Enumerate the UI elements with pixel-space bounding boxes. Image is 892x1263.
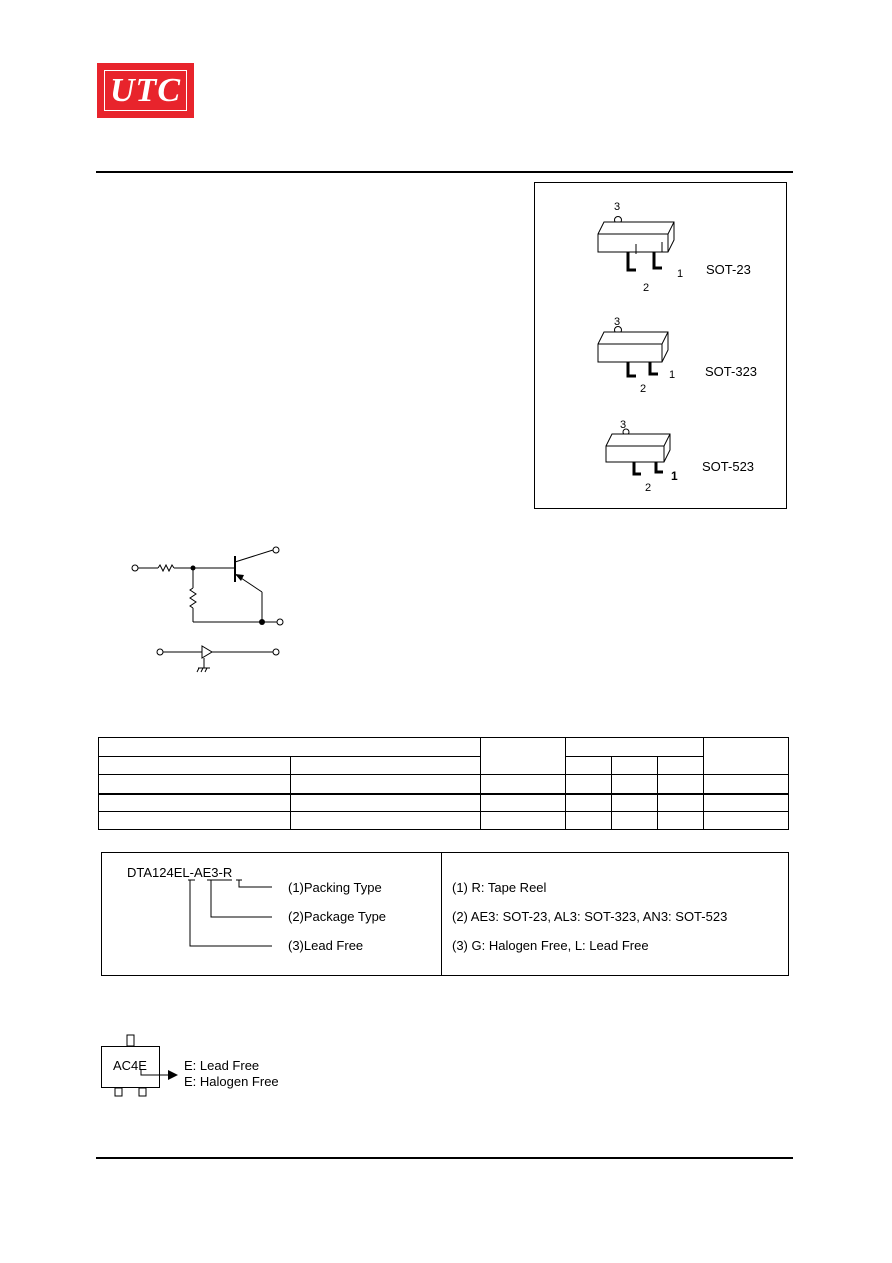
marking-arrow [140, 1068, 180, 1082]
utc-logo [97, 63, 194, 118]
order-code-divider [441, 852, 442, 976]
detail-package: (2) AE3: SOT-23, AL3: SOT-323, AN3: SOT-523 [452, 909, 728, 924]
detail-packing: (1) R: Tape Reel [452, 880, 547, 895]
marking-note-lead-free: E: Lead Free [184, 1058, 260, 1073]
simplified-symbol [150, 640, 290, 680]
detail-lead: (3) G: Halogen Free, L: Lead Free [452, 938, 649, 953]
marking-code: AC4E [113, 1058, 147, 1073]
table-header-halogen-free [290, 757, 481, 775]
table-header-pin-assignment [566, 738, 704, 757]
table-row [99, 812, 789, 830]
equivalent-circuit [125, 540, 295, 630]
logo-text: UTC [110, 71, 181, 109]
sot23-pin1: 1 [677, 268, 684, 280]
table-row [99, 794, 789, 812]
table-header-pin2 [612, 757, 658, 775]
table-header-pin1 [566, 757, 612, 775]
ordering-table [98, 737, 789, 830]
legend-packing-type: (1)Packing Type [288, 880, 382, 895]
table-header-packing [704, 738, 789, 775]
legend-lead-free: (3)Lead Free [288, 938, 364, 953]
marking-note-halogen-free: E: Halogen Free [184, 1074, 279, 1089]
sot323-label: SOT-323 [705, 364, 758, 379]
sot523-pin2: 2 [645, 482, 652, 494]
table-header-pin3 [658, 757, 704, 775]
sot23-pin3: 3 [614, 201, 621, 213]
order-leader-lines [180, 878, 290, 954]
table-header-lead-free [99, 757, 291, 775]
table-header-order-number [99, 738, 481, 757]
sot23-pin2: 2 [643, 282, 650, 294]
order-part-number: DTA124EL-AE3-R [127, 865, 233, 880]
footer-rule [96, 1157, 793, 1159]
sot323-pin3: 3 [614, 316, 621, 328]
legend-package-type: (2)Package Type [288, 909, 387, 924]
table-row [99, 775, 789, 794]
sot523-pin3: 3 [620, 419, 627, 431]
sot23-label: SOT-23 [706, 262, 751, 277]
sot323-pin1: 1 [669, 369, 676, 381]
sot523-label: SOT-523 [702, 459, 755, 474]
header-rule [96, 171, 793, 173]
sot23-drawing [590, 200, 690, 295]
sot323-pin2: 2 [640, 383, 647, 395]
sot523-pin1: 1 [671, 469, 678, 483]
logo-frame [104, 70, 187, 111]
table-header-package [481, 738, 566, 775]
